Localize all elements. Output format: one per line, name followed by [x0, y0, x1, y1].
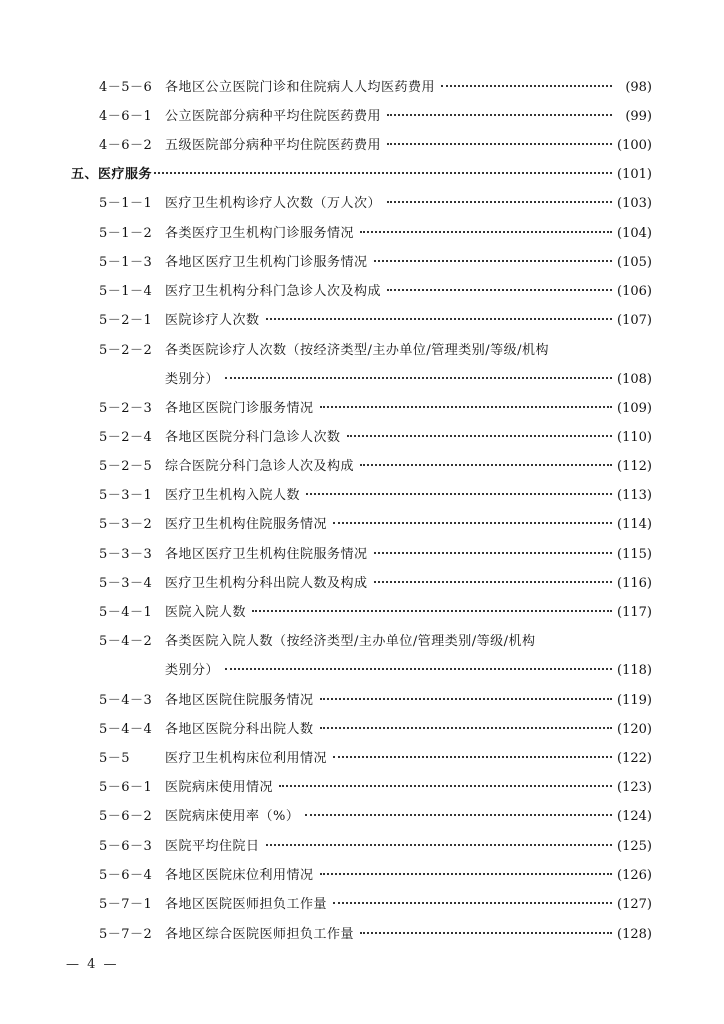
- entry-page: (120): [617, 722, 652, 737]
- entry-title: 五级医院部分病种平均住院医药费用: [165, 138, 382, 153]
- toc-entry-5-2-1[interactable]: [0, 310, 724, 332]
- entry-page: (117): [617, 605, 652, 620]
- entry-page: (124): [617, 809, 652, 824]
- entry-code: 5－2－3: [99, 401, 153, 416]
- entry-line: [165, 894, 652, 916]
- toc-entry-5-2-2-continuation[interactable]: [0, 369, 724, 391]
- entry-code: 5－1－2: [99, 226, 153, 241]
- entry-title: 公立医院部分病种平均住院医药费用: [165, 109, 382, 124]
- toc-entry-5-3-3[interactable]: [0, 544, 724, 566]
- entry-line: [165, 660, 652, 682]
- entry-title: 各地区综合医院医师担负工作量: [165, 927, 355, 942]
- dot-leader: [374, 260, 612, 262]
- entry-title: 各地区医院分科出院人数: [165, 722, 314, 737]
- toc-entry-4-5-6[interactable]: [0, 77, 724, 99]
- entry-code: 5－6－3: [99, 839, 153, 854]
- entry-title: 各地区医院门诊服务情况: [165, 401, 314, 416]
- entry-line: [165, 456, 652, 478]
- entry-line: [165, 865, 652, 887]
- entry-title: 各地区医疗卫生机构住院服务情况: [165, 547, 368, 562]
- entry-code: 5－1－1: [99, 196, 153, 211]
- entry-page: (106): [617, 284, 652, 299]
- entry-code: 5－5: [99, 751, 131, 766]
- toc-entry-5-4-2[interactable]: [0, 631, 724, 653]
- toc-entry-5-6-4[interactable]: [0, 865, 724, 887]
- entry-code: 5－3－1: [99, 488, 153, 503]
- toc-entry-5-6-1[interactable]: [0, 777, 724, 799]
- entry-line: [165, 252, 652, 274]
- entry-title: 医院病床使用率（%）: [165, 809, 300, 824]
- entry-title: 各类医院入院人数（按经济类型/主办单位/管理类别/等级/机构: [165, 634, 536, 649]
- dot-leader: [360, 932, 612, 934]
- dot-leader: [154, 172, 612, 174]
- entry-title: 医院平均住院日: [165, 839, 260, 854]
- entry-line: [165, 719, 652, 741]
- entry-page: (107): [617, 313, 652, 328]
- dot-leader: [374, 552, 612, 554]
- entry-title: 综合医院分科门急诊人次及构成: [165, 459, 355, 474]
- entry-code: 5－2－4: [99, 430, 153, 445]
- dot-leader: [320, 727, 612, 729]
- entry-line: [165, 369, 652, 391]
- toc-entry-5-3-1[interactable]: [0, 485, 724, 507]
- entry-page: (99): [625, 109, 652, 124]
- entry-page: (128): [617, 927, 652, 942]
- entry-page: (105): [617, 255, 652, 270]
- entry-line: [165, 836, 652, 858]
- entry-code: 4－6－1: [99, 109, 153, 124]
- dot-leader: [266, 844, 612, 846]
- toc-entry-4-6-1[interactable]: [0, 106, 724, 128]
- dot-leader: [252, 610, 612, 612]
- entry-code: 5－7－1: [99, 897, 153, 912]
- dot-leader: [333, 756, 612, 758]
- toc-entry-5-4-4[interactable]: [0, 719, 724, 741]
- toc-entry-5-6-2[interactable]: [0, 806, 724, 828]
- entry-line: [165, 924, 652, 946]
- entry-line: [165, 748, 652, 770]
- entry-line: [165, 514, 652, 536]
- dot-leader: [360, 231, 612, 233]
- entry-title: 各地区公立医院门诊和住院病人人均医药费用: [165, 80, 436, 95]
- entry-page: (126): [617, 868, 652, 883]
- dot-leader: [305, 814, 612, 816]
- toc-entry-5-4-2-continuation[interactable]: [0, 660, 724, 682]
- page-number: — 4 —: [66, 957, 119, 972]
- dot-leader: [360, 464, 612, 466]
- dot-leader: [266, 318, 612, 320]
- dot-leader: [387, 289, 612, 291]
- entry-title: 医疗卫生机构住院服务情况: [165, 517, 328, 532]
- entry-page: (114): [617, 517, 652, 532]
- entry-line: [165, 806, 652, 828]
- entry-code: 5－4－3: [99, 693, 153, 708]
- entry-title: 医疗卫生机构分科出院人数及构成: [165, 576, 368, 591]
- entry-line: [165, 310, 652, 332]
- entry-line: [165, 573, 652, 595]
- entry-page: (125): [617, 839, 652, 854]
- entry-title: 各类医院诊疗人次数（按经济类型/主办单位/管理类别/等级/机构: [165, 343, 550, 358]
- toc-entry-5-6-3[interactable]: [0, 836, 724, 858]
- entry-title: 医疗卫生机构入院人数: [165, 488, 301, 503]
- entry-page: (118): [617, 663, 652, 678]
- entry-page: (112): [617, 459, 652, 474]
- toc-section-medical-services[interactable]: [0, 164, 724, 186]
- entry-line: [165, 427, 652, 449]
- entry-title-continuation: 类别分）: [165, 372, 220, 387]
- entry-code: 5－2－1: [99, 313, 153, 328]
- dot-leader: [306, 493, 612, 495]
- dot-leader: [320, 406, 612, 408]
- entry-page: (123): [617, 780, 652, 795]
- entry-line: [165, 106, 652, 128]
- entry-title: 医疗卫生机构分科门急诊人次及构成: [165, 284, 382, 299]
- toc-entry-5-1-1[interactable]: [0, 193, 724, 215]
- toc-entry-5-2-2[interactable]: [0, 340, 724, 362]
- toc-entry-5-4-3[interactable]: [0, 690, 724, 712]
- entry-title-continuation: 类别分）: [165, 663, 220, 678]
- entry-code: 5－2－5: [99, 459, 153, 474]
- entry-title: 各地区医院住院服务情况: [165, 693, 314, 708]
- dot-leader: [387, 114, 612, 116]
- entry-line: [165, 777, 652, 799]
- entry-page: (116): [617, 576, 652, 591]
- entry-title: 各地区医疗卫生机构门诊服务情况: [165, 255, 368, 270]
- entry-title: 各类医疗卫生机构门诊服务情况: [165, 226, 355, 241]
- entry-code: 4－5－6: [99, 80, 153, 95]
- entry-code: 5－7－2: [99, 927, 153, 942]
- toc-entry-4-6-2[interactable]: [0, 135, 724, 157]
- dot-leader: [333, 902, 612, 904]
- toc-entry-5-1-4[interactable]: [0, 281, 724, 303]
- dot-leader: [225, 668, 612, 670]
- entry-page: (127): [617, 897, 652, 912]
- toc-entry-5-2-5[interactable]: [0, 456, 724, 478]
- toc-entry-5-2-4[interactable]: [0, 427, 724, 449]
- entry-code: 5－6－2: [99, 809, 153, 824]
- entry-line: [165, 602, 652, 624]
- entry-code: 5－2－2: [99, 343, 153, 358]
- entry-code: 5－1－4: [99, 284, 153, 299]
- entry-code: 4－6－2: [99, 138, 153, 153]
- toc-entry-5-3-2[interactable]: [0, 514, 724, 536]
- entry-title: 各地区医院分科门急诊人次数: [165, 430, 341, 445]
- entry-line: [165, 281, 652, 303]
- entry-code: 5－3－3: [99, 547, 153, 562]
- entry-code: 5－1－3: [99, 255, 153, 270]
- entry-line: [165, 544, 652, 566]
- entry-line: [165, 690, 652, 712]
- toc-entry-5-1-3[interactable]: [0, 252, 724, 274]
- entry-title: 各地区医院床位利用情况: [165, 868, 314, 883]
- entry-title: 医院诊疗人次数: [165, 313, 260, 328]
- entry-title: 医疗卫生机构诊疗人次数（万人次）: [165, 196, 382, 211]
- entry-code: 5－4－1: [99, 605, 153, 620]
- entry-code: 5－6－1: [99, 780, 153, 795]
- dot-leader: [387, 201, 612, 203]
- toc-entry-5-5[interactable]: [0, 748, 724, 770]
- dot-leader: [225, 377, 612, 379]
- entry-code: 5－6－4: [99, 868, 153, 883]
- dot-leader: [387, 143, 612, 145]
- entry-line: [165, 135, 652, 157]
- dot-leader: [320, 698, 612, 700]
- entry-line: [165, 77, 652, 99]
- dot-leader: [279, 785, 612, 787]
- section-title: 五、医疗服务: [71, 167, 153, 182]
- dot-leader: [347, 435, 612, 437]
- entry-line: [71, 164, 652, 186]
- toc-entry-5-3-4[interactable]: [0, 573, 724, 595]
- entry-title: 医院病床使用情况: [165, 780, 274, 795]
- entry-page: (113): [617, 488, 652, 503]
- entry-title: 各地区医院医师担负工作量: [165, 897, 328, 912]
- entry-page: (101): [617, 167, 652, 182]
- entry-line: [165, 485, 652, 507]
- entry-code: 5－3－2: [99, 517, 153, 532]
- entry-page: (98): [625, 80, 652, 95]
- entry-page: (119): [617, 693, 652, 708]
- entry-page: (115): [617, 547, 652, 562]
- entry-title: 医疗卫生机构床位利用情况: [165, 751, 328, 766]
- entry-code: 5－4－2: [99, 634, 153, 649]
- toc-entry-5-7-1[interactable]: [0, 894, 724, 916]
- entry-title: 医院入院人数: [165, 605, 247, 620]
- entry-page: (103): [617, 196, 652, 211]
- dot-leader: [441, 85, 612, 87]
- entry-page: (108): [617, 372, 652, 387]
- entry-line: [165, 223, 652, 245]
- toc-entry-5-2-3[interactable]: [0, 398, 724, 420]
- entry-code: 5－4－4: [99, 722, 153, 737]
- dot-leader: [333, 522, 612, 524]
- entry-line: [165, 398, 652, 420]
- toc-entry-5-4-1[interactable]: [0, 602, 724, 624]
- entry-code: 5－3－4: [99, 576, 153, 591]
- entry-page: (122): [617, 751, 652, 766]
- entry-page: (109): [617, 401, 652, 416]
- entry-line: [165, 193, 652, 215]
- toc-entry-5-7-2[interactable]: [0, 924, 724, 946]
- dot-leader: [320, 873, 612, 875]
- dot-leader: [374, 581, 612, 583]
- entry-page: (110): [617, 430, 652, 445]
- toc-entry-5-1-2[interactable]: [0, 223, 724, 245]
- entry-page: (100): [617, 138, 652, 153]
- entry-page: (104): [617, 226, 652, 241]
